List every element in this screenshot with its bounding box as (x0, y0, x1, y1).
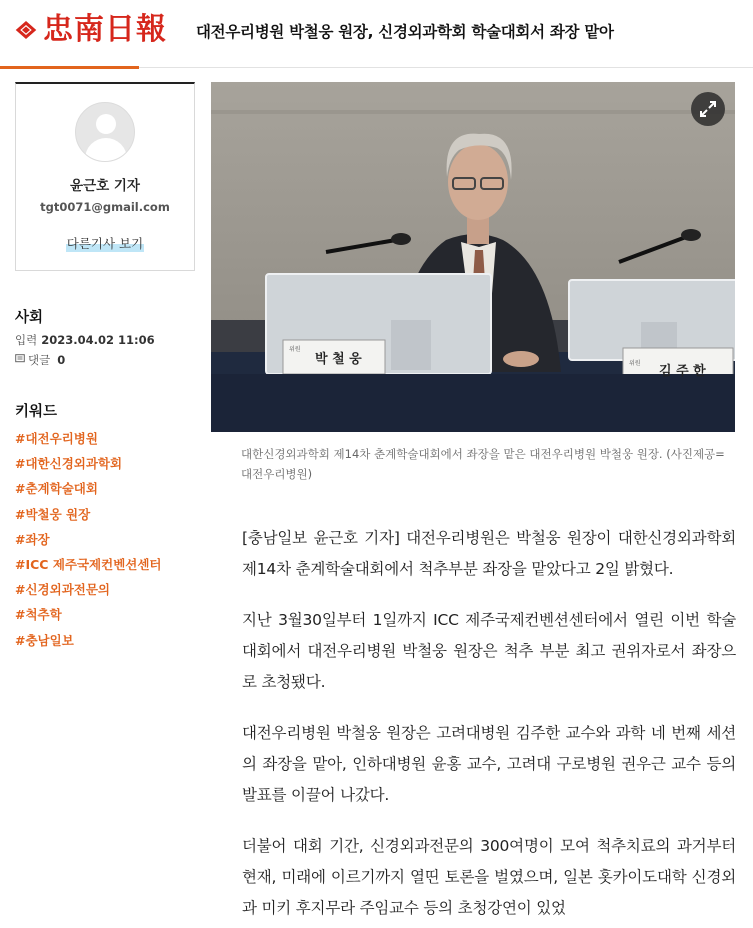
section-name: 사회 (15, 310, 44, 326)
photo-illustration (211, 82, 735, 432)
published-date (15, 332, 155, 348)
keyword-link[interactable]: #박철웅 원장 (15, 506, 91, 522)
date-value: 2023.04.02 11:06 (41, 333, 155, 347)
nameplate-right: 김 주 한 (659, 364, 706, 379)
nameplate-right-title: 위원 (629, 360, 641, 367)
keyword-list (15, 428, 162, 655)
comment-number: 0 (57, 353, 66, 367)
logo-mark-icon (15, 19, 37, 41)
article-paragraph: [충남일보 윤근호 기자] 대전우리병원은 박철웅 원장이 대한신경외과학회 제14차 춘계학술대회에서 척추부분 좌장을 맡았다고 2일 밝혔다. (242, 529, 736, 578)
article-paragraph: 대전우리병원 박철웅 원장은 고려대병원 김주한 교수와 과학 네 번째 세션의 좌장을 맡아, 인하대병원 윤홍 교수, 고려대 구로병원 권우근 교수 등의 발표를 이끌어 나갔다. (242, 724, 736, 804)
article-photo[interactable] (211, 82, 735, 432)
keyword-title: 키워드 (15, 404, 58, 420)
site-header (0, 0, 753, 68)
comment-count[interactable] (15, 352, 65, 368)
header-accent-bar (0, 66, 139, 69)
article-paragraph: 더불어 대회 기간, 신경외과전문의 300여명이 모여 척추치료의 과거부터 현재, 미래에 이르기까지 열띤 토론을 벌였으며, 일본 홋카이도대학 신경외과 미키 후지무라 주임교수 등의 초청강연이 있었 (242, 837, 736, 917)
author-email: tgt0071@gmail.com (40, 200, 170, 214)
photo-caption: 대한신경외과학회 제14차 춘계학술대회에서 좌장을 맡은 대전우리병원 박철웅 원장. (사진제공=대전우리병원) (241, 447, 725, 481)
avatar (75, 102, 135, 162)
expand-photo-button[interactable] (691, 92, 725, 126)
keyword-link[interactable]: #척추학 (15, 607, 62, 623)
date-label: 입력 (15, 333, 38, 347)
keyword-link[interactable]: #대한신경외과학회 (15, 456, 123, 472)
article-headline: 대전우리병원 박철웅 원장, 신경외과학회 학술대회서 좌장 맡아 (196, 23, 614, 41)
keyword-link[interactable]: #ICC 제주국제컨벤션센터 (15, 556, 162, 572)
logo-text: 忠南日報 (43, 12, 167, 47)
keyword-link[interactable]: #좌장 (15, 531, 50, 547)
comment-icon (15, 353, 25, 367)
site-logo[interactable] (15, 12, 167, 48)
expand-icon (691, 92, 725, 126)
keyword-link[interactable]: #신경외과전문의 (15, 582, 110, 598)
keyword-link[interactable]: #충남일보 (15, 632, 74, 648)
author-card (15, 82, 195, 271)
nameplate-left: 박 철 웅 (315, 352, 362, 367)
article-body (242, 523, 736, 928)
keyword-link[interactable]: #춘계학술대회 (15, 481, 98, 497)
article-paragraph: 지난 3월30일부터 1일까지 ICC 제주국제컨벤션센터에서 열린 이번 학술대회에서 대전우리병원 박철웅 원장은 척추 부분 최고 권위자로서 좌장으로 초청됐다. (242, 611, 736, 691)
nameplate-left-title: 위원 (289, 346, 301, 353)
keyword-link[interactable]: #대전우리병원 (15, 431, 98, 446)
author-name: 윤근호 기자 (70, 178, 140, 194)
comment-label: 댓글 (28, 353, 51, 367)
more-articles-link[interactable]: 다른기사 보기 (66, 236, 144, 251)
